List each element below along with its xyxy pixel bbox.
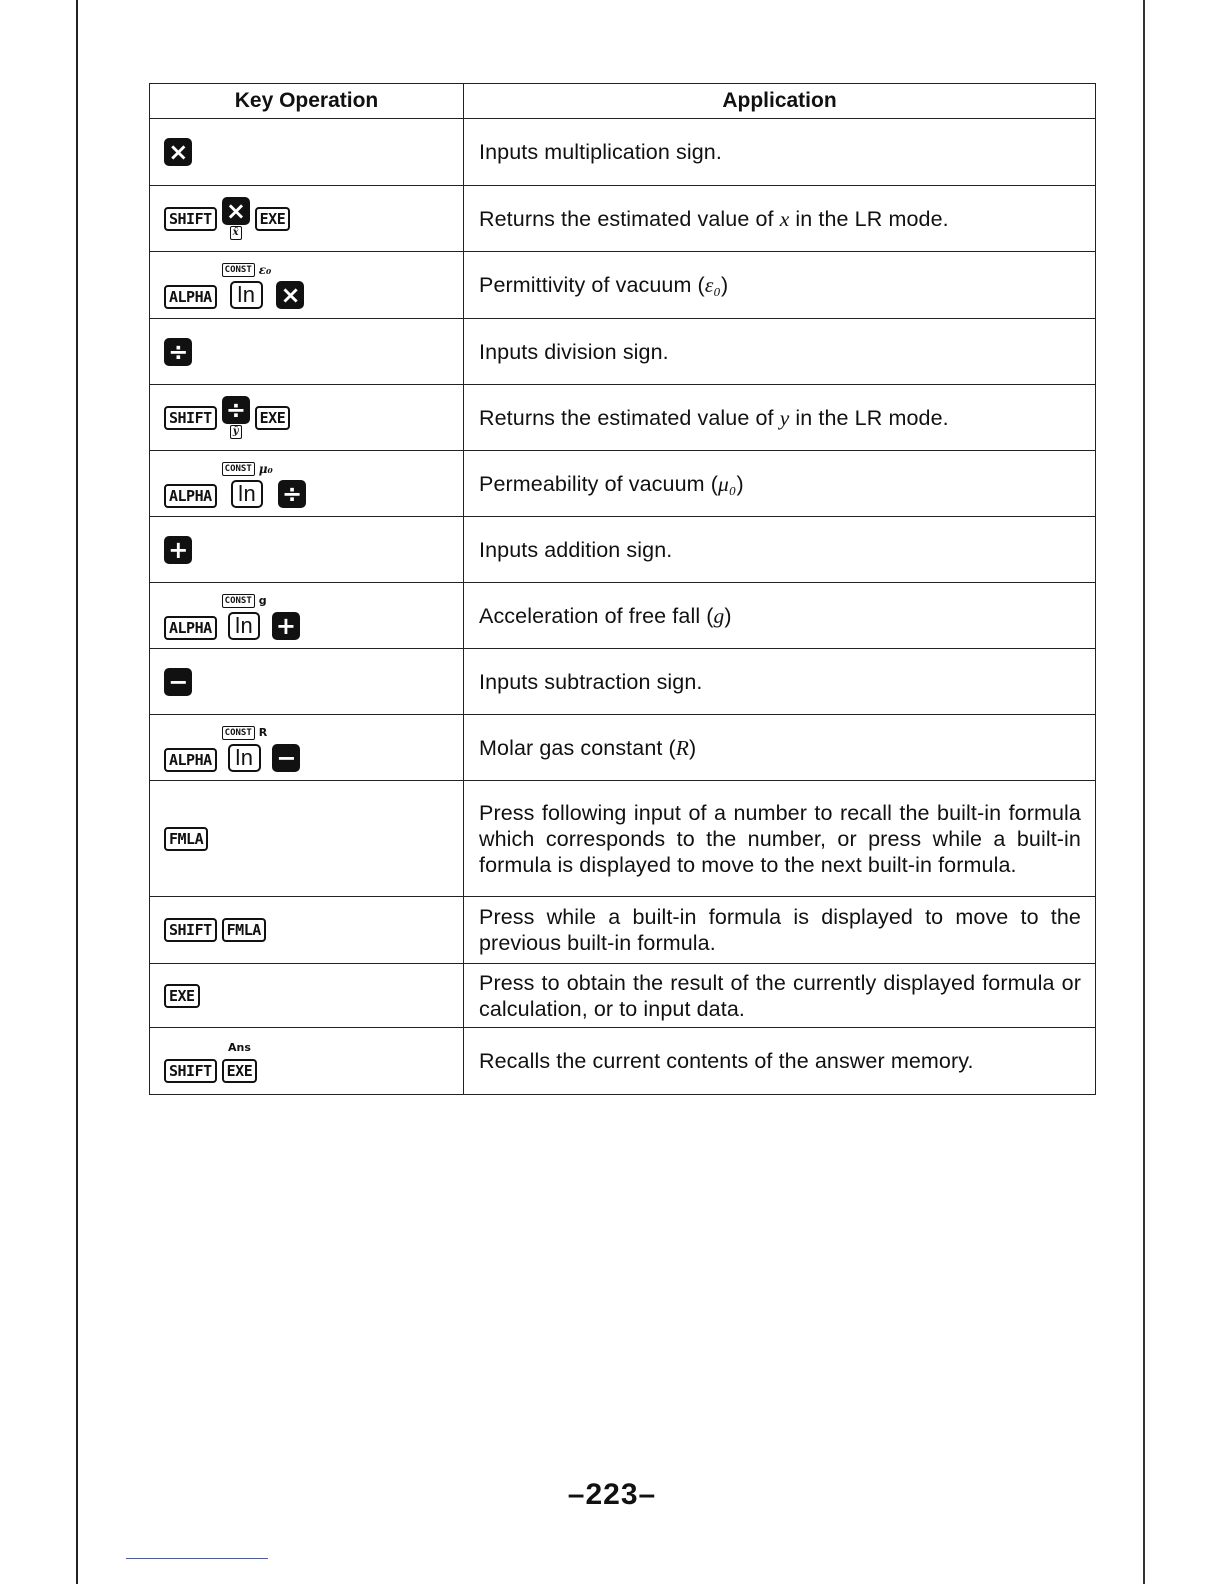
alpha-key: ALPHA	[164, 616, 217, 640]
multiply-key: ×	[164, 138, 192, 166]
ans-label: Ans	[228, 1041, 251, 1054]
ln-key-with-label	[222, 592, 267, 640]
application-cell: Acceleration of free fall (g)	[464, 583, 1096, 649]
application-cell: Inputs multiplication sign.	[464, 119, 1096, 186]
table-row	[150, 385, 1096, 451]
ln-key: ln	[228, 744, 260, 772]
const-label: CONST	[222, 263, 255, 277]
table-row	[150, 319, 1096, 385]
fmla-key: FMLA	[222, 918, 266, 942]
shift-key: SHIFT	[164, 406, 217, 430]
key-cell	[150, 517, 464, 583]
key-cell	[150, 451, 464, 517]
epsilon-zero: ε₀	[704, 273, 721, 297]
table-row	[150, 451, 1096, 517]
shift-key: SHIFT	[164, 207, 217, 231]
key-cell	[150, 1028, 464, 1095]
variable-r: R	[675, 735, 690, 760]
ln-key-with-label	[222, 460, 273, 508]
key-cell	[150, 583, 464, 649]
divide-key: ÷	[278, 480, 306, 508]
ln-key-with-label	[222, 724, 268, 772]
ln-key: ln	[230, 281, 262, 309]
multiply-key-with-sub	[222, 197, 250, 240]
table-row	[150, 583, 1096, 649]
fmla-key: FMLA	[164, 827, 208, 851]
x-hat-label: x̂	[230, 226, 242, 240]
table-row	[150, 252, 1096, 319]
application-cell: Recalls the current contents of the answer memory.	[464, 1028, 1096, 1095]
shift-key: SHIFT	[164, 1059, 217, 1083]
key-cell	[150, 319, 464, 385]
application-cell: Returns the estimated value of x in the LR mode.	[464, 186, 1096, 252]
exe-key: EXE	[222, 1059, 258, 1083]
application-cell: Returns the estimated value of y in the LR mode.	[464, 385, 1096, 451]
table-row	[150, 781, 1096, 897]
ln-key-with-label	[222, 261, 272, 309]
table-row	[150, 186, 1096, 252]
key-cell	[150, 252, 464, 319]
ln-key: ln	[231, 480, 263, 508]
const-label: CONST	[222, 726, 255, 740]
table-row	[150, 1028, 1096, 1095]
key-cell	[150, 781, 464, 897]
application-cell: Inputs subtraction sign.	[464, 649, 1096, 715]
exe-key: EXE	[255, 207, 291, 231]
mu-zero: μ₀	[717, 471, 737, 496]
exe-key: EXE	[255, 406, 291, 430]
divide-key: ÷	[222, 396, 250, 424]
table-row	[150, 897, 1096, 964]
alpha-key: ALPHA	[164, 748, 217, 772]
application-header: Application	[464, 84, 1096, 119]
table-row	[150, 119, 1096, 186]
ln-key: ln	[228, 612, 260, 640]
key-operation-header: Key Operation	[150, 84, 464, 119]
application-cell: Press while a built-in formula is displayed to move to the previous built-in formula.	[464, 897, 1096, 964]
key-cell	[150, 897, 464, 964]
alpha-key: ALPHA	[164, 484, 217, 508]
key-cell	[150, 385, 464, 451]
left-margin-line	[76, 0, 78, 1584]
table-row	[150, 517, 1096, 583]
table-header-row	[150, 84, 1096, 119]
key-cell	[150, 119, 464, 186]
divide-key: ÷	[164, 338, 192, 366]
plus-key: +	[164, 536, 192, 564]
variable-y: y	[779, 405, 790, 430]
bottom-rule	[126, 1558, 268, 1559]
epsilon-zero-label: ε₀	[258, 263, 272, 277]
key-cell	[150, 964, 464, 1028]
table-row	[150, 715, 1096, 781]
key-operation-table	[149, 83, 1096, 1095]
alpha-key: ALPHA	[164, 285, 217, 309]
table-row	[150, 964, 1096, 1028]
exe-key-with-ans	[222, 1039, 258, 1083]
const-label: CONST	[222, 594, 255, 608]
application-cell: Molar gas constant (R)	[464, 715, 1096, 781]
application-cell: Inputs addition sign.	[464, 517, 1096, 583]
multiply-key: ×	[276, 281, 304, 309]
key-cell	[150, 715, 464, 781]
y-hat-label: ŷ	[230, 425, 242, 439]
page-number: –223–	[567, 1478, 657, 1511]
exe-key: EXE	[164, 984, 200, 1008]
application-cell: Inputs division sign.	[464, 319, 1096, 385]
multiply-key: ×	[222, 197, 250, 225]
variable-x: x	[779, 206, 790, 231]
application-cell: Permittivity of vacuum (ε₀)	[464, 252, 1096, 319]
plus-key: +	[272, 612, 300, 640]
key-cell	[150, 649, 464, 715]
table-row	[150, 649, 1096, 715]
const-label: CONST	[222, 462, 255, 476]
r-label: R	[258, 725, 268, 739]
mu-zero-label: μ₀	[258, 461, 273, 476]
application-cell: Press to obtain the result of the currently displayed formula or calculation, or to input data.	[464, 964, 1096, 1028]
right-margin-line	[1143, 0, 1145, 1584]
application-cell: Permeability of vacuum (μ₀)	[464, 451, 1096, 517]
application-cell: Press following input of a number to recall the built-in formula which corresponds to the number, or press while a built-in formula is displayed to move to the next built-in formula.	[464, 781, 1096, 897]
g-label: g	[258, 593, 267, 607]
key-cell	[150, 186, 464, 252]
variable-g: g	[713, 603, 725, 628]
minus-key: −	[164, 668, 192, 696]
minus-key: −	[272, 744, 300, 772]
divide-key-with-sub	[222, 396, 250, 439]
shift-key: SHIFT	[164, 918, 217, 942]
